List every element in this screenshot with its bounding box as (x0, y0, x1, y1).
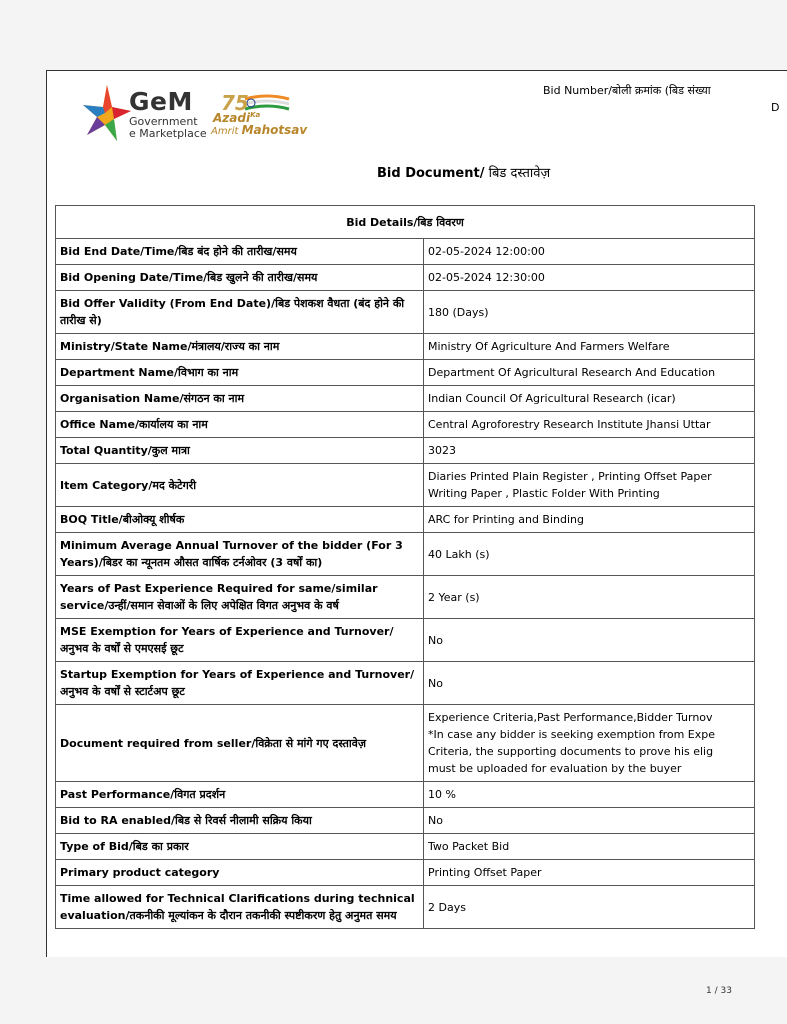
row-value: Department Of Agricultural Research And Education (424, 360, 755, 386)
table-row (56, 808, 755, 834)
row-value: Experience Criteria,Past Performance,Bidder Turnov *In case any bidder is seeking exemption from Expe Criteria, the supporting documents to prove his elig must be uploaded for evaluation by the buyer (424, 705, 755, 782)
row-label: Organisation Name/संगठन का नाम (56, 386, 424, 412)
table-row (56, 265, 755, 291)
bid-number-continuation: D (771, 101, 780, 114)
document-title: Bid Document/ बिड दस्तावेज़ (377, 166, 551, 181)
row-value: No (424, 662, 755, 705)
row-value: Diaries Printed Plain Register , Printing Offset Paper Writing Paper , Plastic Folder With Printing (424, 464, 755, 507)
table-row (56, 412, 755, 438)
gem-subtitle-marketplace: e Marketplace (129, 127, 207, 140)
table-row (56, 662, 755, 705)
row-value: Printing Offset Paper (424, 860, 755, 886)
table-row (56, 438, 755, 464)
row-label: Past Performance/विगत प्रदर्शन (56, 782, 424, 808)
table-row (56, 507, 755, 533)
row-value: ARC for Printing and Binding (424, 507, 755, 533)
row-label: Bid End Date/Time/बिड बंद होने की तारीख/समय (56, 239, 424, 265)
row-value: Central Agroforestry Research Institute Jhansi Uttar (424, 412, 755, 438)
row-label: Bid Opening Date/Time/बिड खुलने की तारीख/समय (56, 265, 424, 291)
row-value: 02-05-2024 12:30:00 (424, 265, 755, 291)
row-label: BOQ Title/बीओक्यू शीर्षक (56, 507, 424, 533)
table-row (56, 360, 755, 386)
row-value: Two Packet Bid (424, 834, 755, 860)
gem-title: GeM (129, 87, 193, 116)
row-label: Department Name/विभाग का नाम (56, 360, 424, 386)
bid-details-table (55, 205, 755, 929)
row-label: Years of Past Experience Required for same/similar service/उन्हीं/समान सेवाओं के लिए अपेक्षित विगत अनुभव के वर्ष (56, 576, 424, 619)
table-heading: Bid Details/बिड विवरण (56, 206, 755, 239)
row-value: 10 % (424, 782, 755, 808)
row-label: Time allowed for Technical Clarifications during technical evaluation/तकनीकी मूल्यांकन के दौरान तकनीकी स्पष्टीकरण हेतु अनुमत समय (56, 886, 424, 929)
table-row (56, 576, 755, 619)
table-row (56, 860, 755, 886)
bid-number-label: Bid Number/बोली क्रमांक (बिड संख्या (543, 84, 711, 97)
table-row (56, 705, 755, 782)
row-value: Ministry Of Agriculture And Farmers Welfare (424, 334, 755, 360)
table-heading-row (56, 206, 755, 239)
row-label: Document required from seller/विक्रेता से मांगे गए दस्तावेज़ (56, 705, 424, 782)
row-value: 2 Year (s) (424, 576, 755, 619)
row-label: Item Category/मद केटेगरी (56, 464, 424, 507)
page-number: 1 / 33 (706, 986, 732, 996)
table-row (56, 782, 755, 808)
row-value: 180 (Days) (424, 291, 755, 334)
row-value: Indian Council Of Agricultural Research (icar) (424, 386, 755, 412)
row-label: Ministry/State Name/मंत्रालय/राज्य का नाम (56, 334, 424, 360)
row-label: Minimum Average Annual Turnover of the bidder (For 3 Years)/बिडर का न्यूनतम औसत वार्षिक टर्नओवर (3 वर्षों का) (56, 533, 424, 576)
row-label: Primary product category (56, 860, 424, 886)
table-row (56, 886, 755, 929)
azadi-75: 75 (221, 91, 249, 115)
document-page (46, 70, 787, 957)
row-value: 02-05-2024 12:00:00 (424, 239, 755, 265)
table-row (56, 834, 755, 860)
table-row (56, 334, 755, 360)
row-label: Startup Exemption for Years of Experience and Turnover/ अनुभव के वर्षों से स्टार्टअप छूट (56, 662, 424, 705)
row-label: MSE Exemption for Years of Experience and Turnover/ अनुभव के वर्षों से एमएसई छूट (56, 619, 424, 662)
gem-subtitle-government: Government (129, 115, 198, 128)
row-label: Type of Bid/बिड का प्रकार (56, 834, 424, 860)
azadi-line1: Azadi$^{Ka}$ (213, 111, 261, 125)
row-value: 2 Days (424, 886, 755, 929)
table-row (56, 464, 755, 507)
row-label: Total Quantity/कुल मात्रा (56, 438, 424, 464)
row-label: Office Name/कार्यालय का नाम (56, 412, 424, 438)
table-row (56, 239, 755, 265)
table-row (56, 619, 755, 662)
table-row (56, 291, 755, 334)
row-value: 40 Lakh (s) (424, 533, 755, 576)
table-row (56, 386, 755, 412)
row-label: Bid Offer Validity (From End Date)/बिड पेशकश वैधता (बंद होने की तारीख से) (56, 291, 424, 334)
table-row (56, 533, 755, 576)
azadi-line2: Amrit Mahotsav (211, 123, 308, 137)
row-value: No (424, 808, 755, 834)
row-value: No (424, 619, 755, 662)
row-value: 3023 (424, 438, 755, 464)
row-label: Bid to RA enabled/बिड से रिवर्स नीलामी सक्रिय किया (56, 808, 424, 834)
